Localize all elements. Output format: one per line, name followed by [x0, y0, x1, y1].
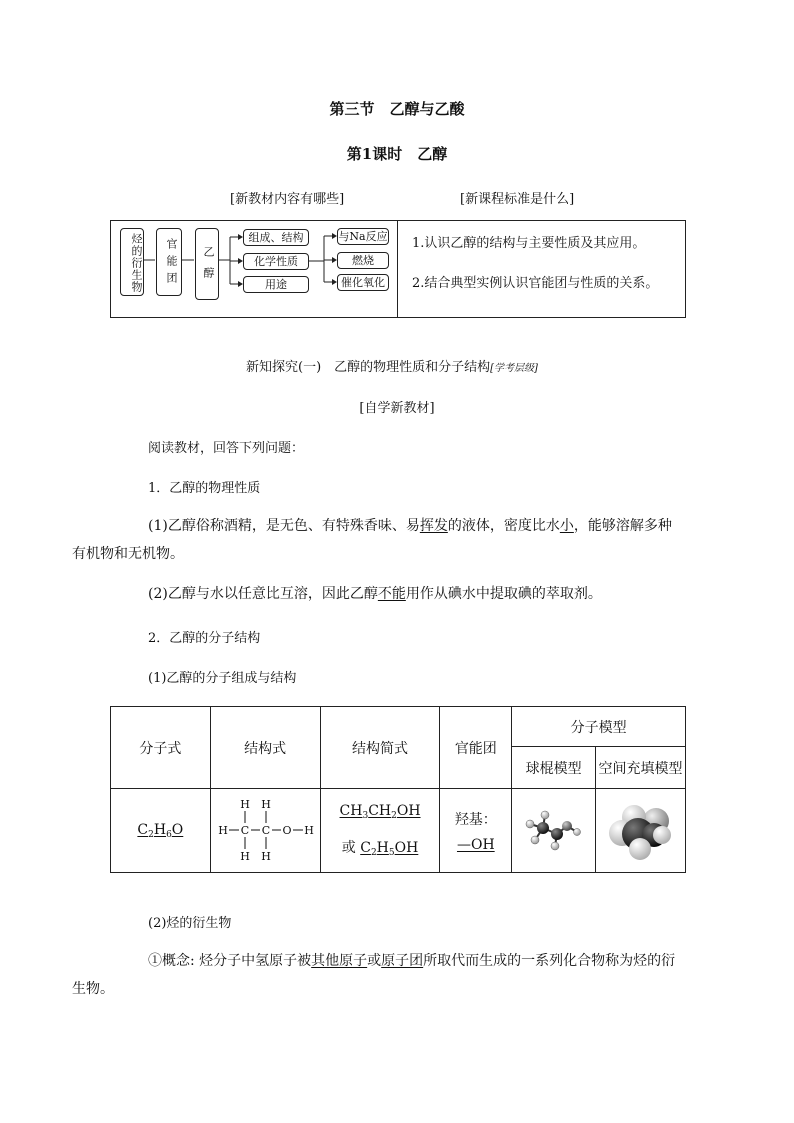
ethanol-structure-table [110, 706, 686, 873]
lesson-title: 第1课时 乙醇 [346, 145, 448, 163]
header-space-model: 空间充填模型 [596, 747, 686, 789]
simple-formula-2 [321, 837, 440, 858]
sec3-paragraph [72, 947, 686, 1003]
cell-space-filling-model [596, 789, 686, 873]
box-composition: 组成、结构 [243, 229, 309, 246]
atom-h: H [261, 797, 271, 811]
explore-sub: [自学新教材] [359, 401, 435, 416]
box-na-reaction: 与Na反应 [338, 230, 388, 243]
box-uses: 用途 [243, 276, 309, 293]
text: (2)乙醇与水以任意比互溶，因此乙醇 [148, 586, 378, 602]
answer-blank: 挥发 [419, 518, 448, 534]
atom-c: C [240, 823, 250, 837]
cell-simple-formula [320, 789, 440, 873]
formula-sub: 2 [391, 811, 397, 821]
formula-part: CH [339, 803, 363, 819]
ball-stick-model-icon [521, 806, 587, 856]
answer-blank: 其他原子 [311, 953, 368, 969]
box-derivative: 烃的衍生物 [120, 228, 144, 296]
text: 所取代而生成的一系列化合物称为烃的衍 [423, 953, 676, 969]
intro-text: 阅读教材，回答下列问题： [148, 441, 305, 456]
text: ，能够溶解多种 [573, 518, 672, 534]
structural-formula-diagram [213, 796, 317, 866]
box-combustion: 燃烧 [337, 252, 389, 269]
formula-part: O [171, 821, 184, 838]
atom-c: C [261, 823, 271, 837]
sec1-paragraph-1 [72, 512, 686, 568]
space-filling-model-icon [606, 801, 676, 861]
formula-part: H [153, 821, 167, 838]
atom-h: H [240, 849, 250, 863]
atom-o: O [282, 823, 292, 837]
box-ethanol: 乙醇 [195, 228, 219, 300]
cell-structural-formula [210, 789, 320, 873]
text: 或 [341, 840, 361, 856]
standard-2: 2.结合典型实例认识官能团与性质的关系。 [412, 276, 659, 291]
group-value: —OH [456, 836, 495, 853]
header-ball-model: 球棍模型 [512, 747, 596, 789]
text: 有机物和无机物。 [72, 546, 184, 562]
text: 用作从碘水中提取碘的萃取剂。 [405, 586, 602, 602]
atom-h: H [218, 823, 228, 837]
sec2-sub1: (1)乙醇的分子组成与结构 [148, 671, 297, 686]
cell-ball-model [512, 789, 596, 873]
text: 生物。 [72, 981, 114, 997]
explore-title [246, 356, 538, 375]
formula-part: OH [394, 840, 419, 856]
formula-part: C [137, 821, 149, 838]
formula-sub: 6 [166, 829, 172, 840]
sec1-heading: 1．乙醇的物理性质 [148, 481, 261, 496]
text: 的液体，密度比水 [447, 518, 560, 534]
section-title: 第三节 乙醇与乙酸 [329, 100, 465, 118]
text: 或 [367, 953, 382, 969]
box-chem-props: 化学性质 [243, 253, 309, 270]
explore-title-text: 新知探究(一) 乙醇的物理性质和分子结构 [246, 360, 491, 375]
simple-formula-1 [321, 803, 440, 821]
box-functional-group: 官能团 [156, 228, 182, 296]
formula-part: OH [396, 803, 421, 819]
formula-part: CH [368, 803, 392, 819]
cell-formula [111, 789, 211, 873]
header-group: 官能团 [440, 707, 512, 789]
header-formula: 分子式 [111, 707, 211, 789]
atom-h: H [240, 797, 250, 811]
standard-1: 1.认识乙醇的结构与主要性质及其应用。 [412, 236, 646, 251]
explore-level: [学考层级] [490, 363, 538, 374]
formula-sub: 2 [370, 848, 377, 858]
sec3-heading: (2)烃的衍生物 [148, 916, 232, 931]
header-simple: 结构简式 [320, 707, 440, 789]
cell-functional-group [440, 789, 512, 873]
answer-blank: 原子团 [381, 953, 424, 969]
atom-h: H [261, 849, 271, 863]
header-struct: 结构式 [210, 707, 320, 789]
header-model: 分子模型 [512, 707, 686, 747]
sec1-paragraph-2 [110, 580, 686, 608]
formula-part: C [360, 840, 371, 856]
box-catalytic-oxidation: 催化氧化 [337, 274, 389, 291]
formula-sub: 5 [388, 848, 395, 858]
formula-sub: 2 [148, 829, 154, 840]
atom-h: H [304, 823, 314, 837]
left-tag: [新教材内容有哪些] [230, 192, 345, 207]
right-tag: [新课程标准是什么] [460, 192, 575, 207]
answer-blank: 不能 [377, 586, 406, 602]
formula-part: H [376, 840, 389, 856]
text: ①概念: 烃分子中氢原子被 [148, 953, 312, 969]
formula-sub: 3 [362, 811, 369, 821]
answer-blank: 小 [559, 518, 574, 534]
group-label: 羟基： [454, 811, 497, 828]
sec2-heading: 2．乙醇的分子结构 [148, 631, 261, 646]
text: (1)乙醇俗称酒精，是无色、有特殊香味、易 [148, 518, 420, 534]
